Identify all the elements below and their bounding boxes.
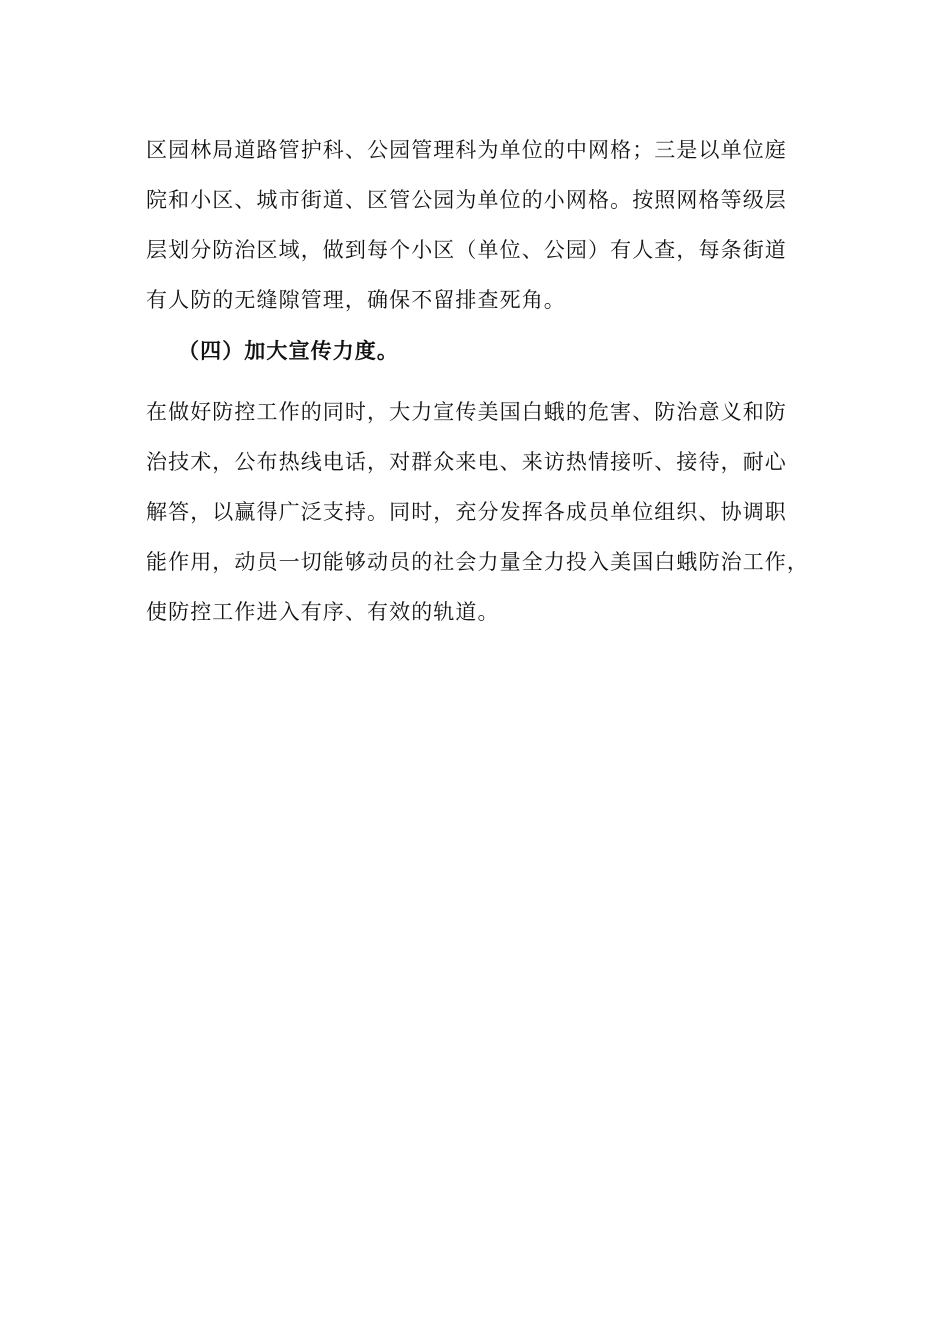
paragraph-line: 治技术，公布热线电话，对群众来电、来访热情接听、接待，耐心: [146, 450, 787, 474]
paragraph-line: 区园林局道路管护科、公园管理科为单位的中网格；三是以单位庭: [146, 138, 787, 162]
paragraph-grid-management: [146, 125, 810, 325]
paragraph-line: 院和小区、城市街道、区管公园为单位的小网格。按照网格等级层: [146, 188, 787, 212]
paragraph-line: 有人防的无缝隙管理，确保不留排查死角。: [146, 288, 566, 312]
paragraph-line: 解答，以赢得广泛支持。同时，充分发挥各成员单位组织、协调职: [146, 500, 787, 524]
paragraph-line: 在做好防控工作的同时，大力宣传美国白蛾的危害、防治意义和防: [146, 400, 787, 424]
paragraph-line: 能作用，动员一切能够动员的社会力量全力投入美国白蛾防治工作，: [146, 550, 809, 574]
paragraph-publicity: [146, 387, 810, 637]
section-heading: （四）加大宣传力度。: [178, 338, 399, 363]
paragraph-line: 使防控工作进入有序、有效的轨道。: [146, 600, 500, 624]
paragraph-line: 层划分防治区域，做到每个小区（单位、公园）有人查，每条街道: [146, 238, 787, 262]
